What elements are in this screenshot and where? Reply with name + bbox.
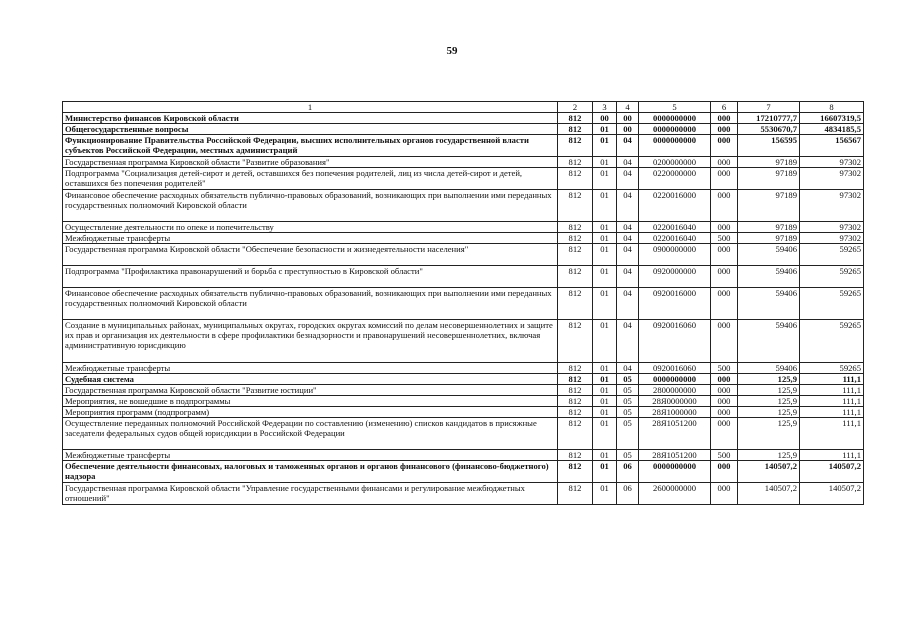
row-description: Судебная система [63, 374, 558, 385]
row-value: 00 [617, 124, 639, 135]
row-value: 156595 [738, 135, 800, 157]
row-value: 97302 [800, 222, 864, 233]
row-value: 0220000000 [639, 168, 711, 190]
row-value: 500 [711, 363, 738, 374]
row-value: 812 [558, 157, 593, 168]
row-description: Общегосударственные вопросы [63, 124, 558, 135]
header-cell: 7 [738, 102, 800, 113]
row-value: 000 [711, 461, 738, 483]
row-value: 01 [593, 168, 617, 190]
row-value: 05 [617, 396, 639, 407]
row-value: 05 [617, 450, 639, 461]
table-row [63, 288, 864, 320]
row-value: 01 [593, 157, 617, 168]
row-value: 97189 [738, 222, 800, 233]
row-value: 0200000000 [639, 157, 711, 168]
row-value: 06 [617, 483, 639, 505]
row-value: 01 [593, 385, 617, 396]
row-value: 97302 [800, 233, 864, 244]
row-value: 812 [558, 483, 593, 505]
row-value: 812 [558, 266, 593, 288]
row-value: 97302 [800, 168, 864, 190]
row-value: 4834185,5 [800, 124, 864, 135]
row-value: 125,9 [738, 407, 800, 418]
row-value: 812 [558, 385, 593, 396]
row-value: 97189 [738, 233, 800, 244]
row-value: 0220016040 [639, 222, 711, 233]
row-value: 140507,2 [800, 483, 864, 505]
row-value: 00 [593, 113, 617, 124]
table-row [63, 244, 864, 266]
row-value: 01 [593, 483, 617, 505]
row-value: 000 [711, 135, 738, 157]
row-value: 000 [711, 407, 738, 418]
row-value: 812 [558, 320, 593, 363]
row-value: 59406 [738, 288, 800, 320]
row-value: 0220016000 [639, 190, 711, 222]
row-value: 0000000000 [639, 113, 711, 124]
row-value: 04 [617, 233, 639, 244]
row-value: 04 [617, 222, 639, 233]
row-value: 000 [711, 124, 738, 135]
row-value: 500 [711, 233, 738, 244]
row-value: 05 [617, 385, 639, 396]
row-value: 111,1 [800, 385, 864, 396]
row-value: 812 [558, 190, 593, 222]
row-value: 500 [711, 450, 738, 461]
row-value: 04 [617, 168, 639, 190]
table-row [63, 113, 864, 124]
row-description: Межбюджетные трансферты [63, 233, 558, 244]
row-value: 01 [593, 288, 617, 320]
row-value: 01 [593, 233, 617, 244]
row-value: 0000000000 [639, 374, 711, 385]
table-header-row [63, 102, 864, 113]
row-value: 01 [593, 396, 617, 407]
row-description: Государственная программа Кировской области "Обеспечение безопасности и жизнедеятельности населения" [63, 244, 558, 266]
table-row [63, 157, 864, 168]
row-value: 000 [711, 396, 738, 407]
header-cell: 2 [558, 102, 593, 113]
row-value: 05 [617, 418, 639, 450]
row-value: 01 [593, 135, 617, 157]
row-value: 01 [593, 124, 617, 135]
row-description: Осуществление деятельности по опеке и попечительству [63, 222, 558, 233]
header-cell: 1 [63, 102, 558, 113]
row-description: Мероприятия, не вошедшие в подпрограммы [63, 396, 558, 407]
row-value: 000 [711, 320, 738, 363]
table-row [63, 396, 864, 407]
row-description: Осуществление переданных полномочий Российской Федерации по составлению (изменению) списков кандидатов в присяжные заседатели федеральных судов общей юрисдикции в Российской Федерации [63, 418, 558, 450]
row-value: 111,1 [800, 418, 864, 450]
row-value: 812 [558, 396, 593, 407]
table-row [63, 190, 864, 222]
row-description: Межбюджетные трансферты [63, 363, 558, 374]
table-row [63, 450, 864, 461]
header-cell: 3 [593, 102, 617, 113]
row-value: 59265 [800, 320, 864, 363]
row-value: 0000000000 [639, 124, 711, 135]
row-value: 000 [711, 374, 738, 385]
row-value: 812 [558, 113, 593, 124]
row-value: 111,1 [800, 407, 864, 418]
row-value: 140507,2 [738, 483, 800, 505]
row-value: 812 [558, 222, 593, 233]
table-row [63, 168, 864, 190]
row-value: 2800000000 [639, 385, 711, 396]
row-value: 04 [617, 266, 639, 288]
row-value: 111,1 [800, 396, 864, 407]
table-body [63, 102, 864, 505]
table-row [63, 407, 864, 418]
row-value: 04 [617, 363, 639, 374]
row-value: 000 [711, 244, 738, 266]
row-description: Подпрограмма "Профилактика правонарушений и борьба с преступностью в Кировской области" [63, 266, 558, 288]
row-value: 59406 [738, 363, 800, 374]
row-description: Обеспечение деятельности финансовых, налоговых и таможенных органов и органов финансового (финансово-бюджетного) надзора [63, 461, 558, 483]
row-value: 156567 [800, 135, 864, 157]
row-value: 812 [558, 450, 593, 461]
row-value: 0900000000 [639, 244, 711, 266]
row-description: Создание в муниципальных районах, муниципальных округах, городских округах комиссий по делам несовершеннолетних и защите их прав и организация их деятельности в сфере профилактики безнадзорности и правонарушений несовершеннолетних, включая административную юрисдикцию [63, 320, 558, 363]
row-value: 0920016000 [639, 288, 711, 320]
table-row [63, 374, 864, 385]
row-value: 01 [593, 407, 617, 418]
table-row [63, 124, 864, 135]
row-value: 28Я1051200 [639, 418, 711, 450]
row-value: 00 [617, 113, 639, 124]
row-value: 000 [711, 385, 738, 396]
row-value: 59265 [800, 363, 864, 374]
row-value: 97302 [800, 157, 864, 168]
row-value: 01 [593, 450, 617, 461]
table-row [63, 320, 864, 363]
row-value: 812 [558, 168, 593, 190]
table-row [63, 418, 864, 450]
row-value: 5530670,7 [738, 124, 800, 135]
row-value: 812 [558, 244, 593, 266]
row-value: 04 [617, 288, 639, 320]
row-value: 01 [593, 461, 617, 483]
row-value: 01 [593, 244, 617, 266]
row-value: 812 [558, 135, 593, 157]
row-value: 59265 [800, 266, 864, 288]
row-description: Подпрограмма "Социализация детей-сирот и детей, оставшихся без попечения родителей, лиц из числа детей-сирот и детей, оставшихся без попечения родителей" [63, 168, 558, 190]
table-row [63, 135, 864, 157]
row-value: 812 [558, 363, 593, 374]
row-value: 04 [617, 157, 639, 168]
row-description: Мероприятия программ (подпрограмм) [63, 407, 558, 418]
row-value: 04 [617, 320, 639, 363]
row-value: 06 [617, 461, 639, 483]
row-value: 812 [558, 418, 593, 450]
header-cell: 8 [800, 102, 864, 113]
row-value: 0920016060 [639, 363, 711, 374]
page-number: 59 [446, 45, 458, 57]
budget-table [62, 101, 864, 505]
row-value: 140507,2 [800, 461, 864, 483]
row-value: 125,9 [738, 374, 800, 385]
row-value: 01 [593, 320, 617, 363]
row-value: 812 [558, 461, 593, 483]
row-value: 04 [617, 135, 639, 157]
header-cell: 6 [711, 102, 738, 113]
row-value: 17210777,7 [738, 113, 800, 124]
row-value: 59406 [738, 320, 800, 363]
row-value: 05 [617, 407, 639, 418]
row-value: 97189 [738, 168, 800, 190]
row-value: 000 [711, 168, 738, 190]
row-value: 01 [593, 363, 617, 374]
row-value: 04 [617, 244, 639, 266]
row-value: 01 [593, 418, 617, 450]
row-value: 05 [617, 374, 639, 385]
row-description: Государственная программа Кировской области "Развитие образования" [63, 157, 558, 168]
row-value: 59265 [800, 288, 864, 320]
row-value: 125,9 [738, 450, 800, 461]
row-value: 812 [558, 288, 593, 320]
row-description: Государственная программа Кировской области "Управление государственными финансами и регулирование межбюджетных отношений" [63, 483, 558, 505]
row-description: Межбюджетные трансферты [63, 450, 558, 461]
row-value: 97189 [738, 190, 800, 222]
table-row [63, 461, 864, 483]
row-value: 28Я1051200 [639, 450, 711, 461]
row-value: 97189 [738, 157, 800, 168]
row-description: Функционирование Правительства Российской Федерации, высших исполнительных органов государственной власти субъектов Российской Федерации, местных администраций [63, 135, 558, 157]
row-value: 812 [558, 124, 593, 135]
row-value: 812 [558, 407, 593, 418]
row-value: 28Я0000000 [639, 396, 711, 407]
row-value: 000 [711, 157, 738, 168]
row-value: 0000000000 [639, 461, 711, 483]
header-cell: 4 [617, 102, 639, 113]
row-value: 59406 [738, 244, 800, 266]
row-value: 0920016060 [639, 320, 711, 363]
row-value: 0920000000 [639, 266, 711, 288]
row-value: 140507,2 [738, 461, 800, 483]
row-value: 000 [711, 266, 738, 288]
row-value: 0000000000 [639, 135, 711, 157]
row-value: 97302 [800, 190, 864, 222]
row-value: 111,1 [800, 450, 864, 461]
table-row [63, 385, 864, 396]
row-value: 125,9 [738, 418, 800, 450]
row-value: 01 [593, 266, 617, 288]
row-value: 0220016040 [639, 233, 711, 244]
row-value: 125,9 [738, 396, 800, 407]
header-cell: 5 [639, 102, 711, 113]
row-value: 000 [711, 113, 738, 124]
row-value: 000 [711, 288, 738, 320]
row-value: 16607319,5 [800, 113, 864, 124]
table-row [63, 233, 864, 244]
row-value: 59406 [738, 266, 800, 288]
table-row [63, 483, 864, 505]
row-value: 111,1 [800, 374, 864, 385]
row-description: Финансовое обеспечение расходных обязательств публично-правовых образований, возникающих при выполнении ими переданных государственных полномочий Кировской области [63, 288, 558, 320]
table-row [63, 363, 864, 374]
row-value: 125,9 [738, 385, 800, 396]
row-value: 01 [593, 374, 617, 385]
row-value: 000 [711, 418, 738, 450]
table-row [63, 266, 864, 288]
row-value: 000 [711, 483, 738, 505]
row-value: 28Я1000000 [639, 407, 711, 418]
row-value: 812 [558, 374, 593, 385]
row-description: Финансовое обеспечение расходных обязательств публично-правовых образований, возникающих при выполнении ими переданных государственных полномочий Кировской области [63, 190, 558, 222]
row-value: 04 [617, 190, 639, 222]
row-value: 59265 [800, 244, 864, 266]
row-value: 000 [711, 222, 738, 233]
row-value: 01 [593, 222, 617, 233]
row-description: Государственная программа Кировской области "Развитие юстиции" [63, 385, 558, 396]
row-description: Министерство финансов Кировской области [63, 113, 558, 124]
table-row [63, 222, 864, 233]
row-value: 000 [711, 190, 738, 222]
row-value: 01 [593, 190, 617, 222]
row-value: 2600000000 [639, 483, 711, 505]
row-value: 812 [558, 233, 593, 244]
